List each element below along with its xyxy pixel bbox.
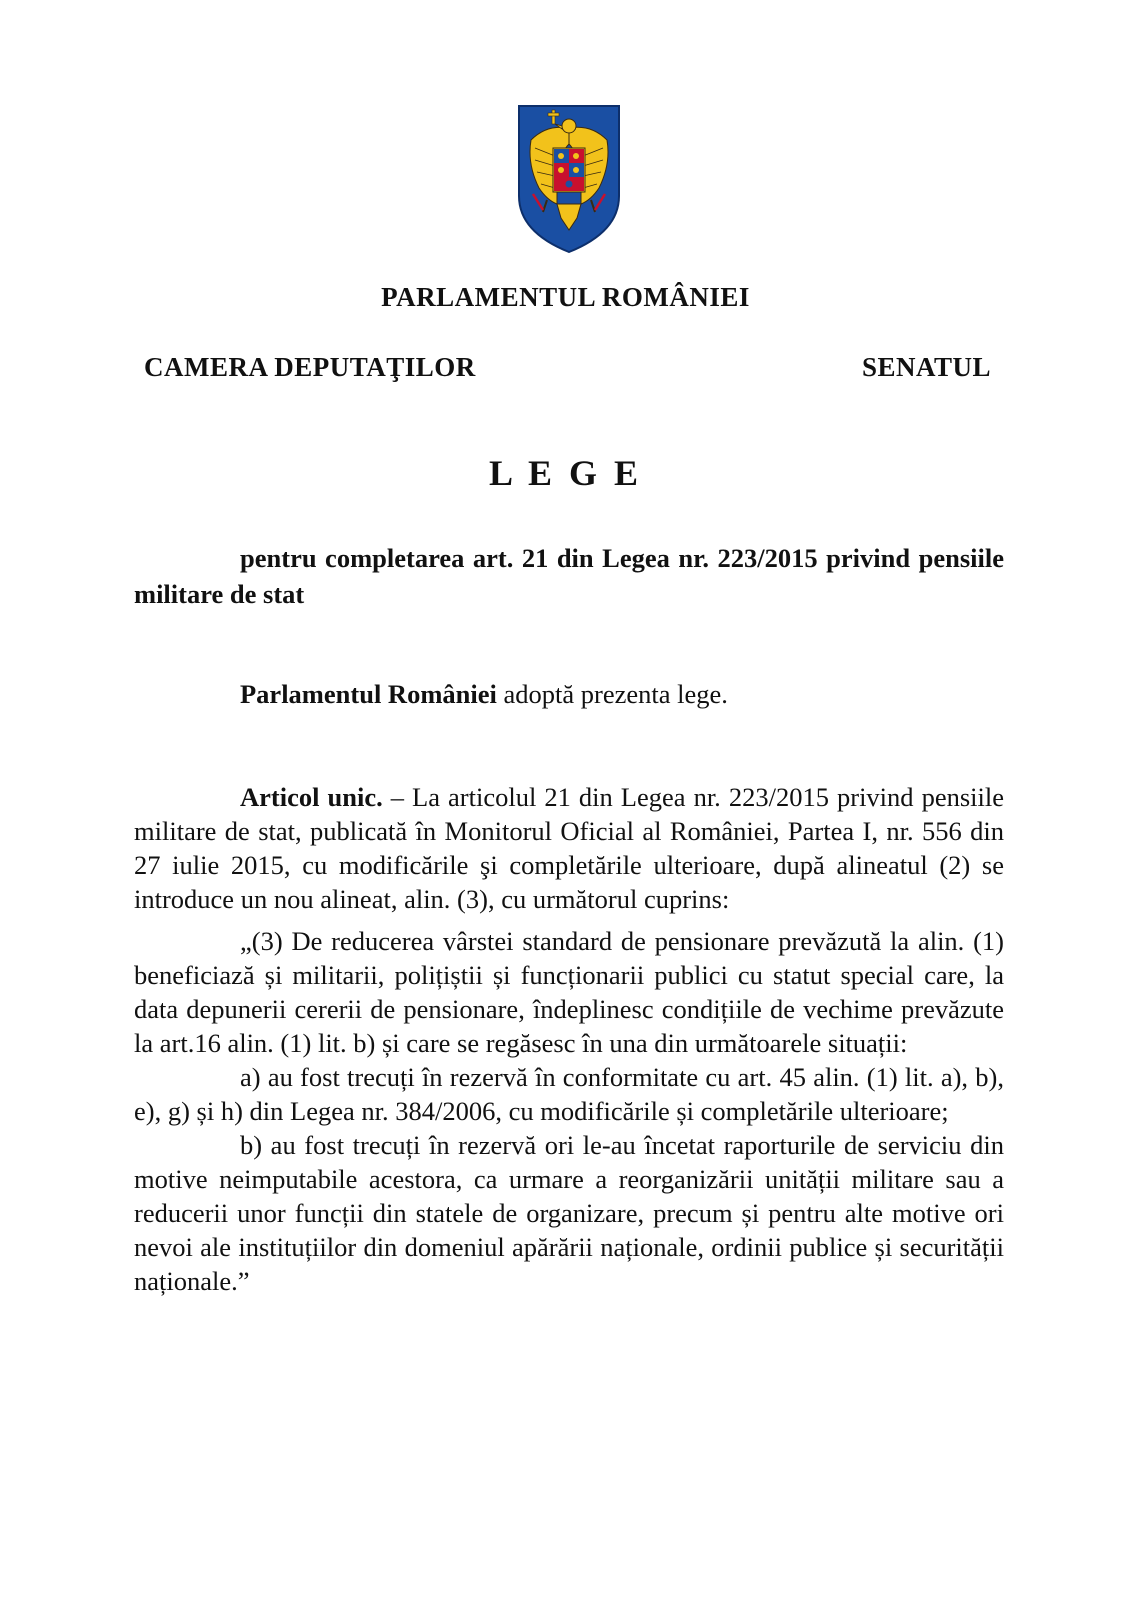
senate-heading: SENATUL xyxy=(861,352,991,382)
article-label: Articol unic. xyxy=(240,782,383,812)
law-title: pentru completarea art. 21 din Legea nr. 223/2015 privind pensiile militare de stat xyxy=(134,543,1004,609)
enacting-formula xyxy=(240,676,728,712)
list-item-b: b) au fost trecuți în rezervă ori le-au încetat raporturile de serviciu din motive neimputabile acestora, ca urmare a reorganizării unității militare sau a reducerii unor funcții din statele de organizare, precum și pentru alte motive ori nevoi ale instituțiilor din domeniul apărării naționale, ordinii publice și securității naționale.” xyxy=(134,1130,1004,1296)
parliament-heading: PARLAMENTUL ROMÂNIEI xyxy=(381,282,750,312)
chamber-of-deputies-heading: CAMERA DEPUTAŢILOR xyxy=(144,352,476,382)
list-item-a: a) au fost trecuți în rezervă în conformitate cu art. 45 alin. (1) lit. a), b), e), g) și h) din Legea nr. 384/2006, cu modificările și completările ulterioare; xyxy=(134,1062,1004,1126)
romania-coat-of-arms-icon xyxy=(517,104,621,254)
enacting-subject: Parlamentul României xyxy=(240,679,497,709)
article-intro-paragraph xyxy=(134,780,1004,916)
quoted-paragraph: „(3) De reducerea vârstei standard de pensionare prevăzută la alin. (1) beneficiază și militarii, polițiștii și funcționarii publici cu statut special care, la data depunerii cererii de pensionare, îndeplinesc condițiile de vechime prevăzute la art.16 alin. (1) lit. b) și care se regăsesc în una din următoarele situații: xyxy=(134,926,1004,1058)
enacting-text: adoptă prezenta lege. xyxy=(496,679,728,709)
article-body xyxy=(134,780,1004,1298)
document-type-heading: L E G E xyxy=(488,453,643,493)
article-intro-text: – La articolul 21 din Legea nr. 223/2015 privind pensiile militare de stat, publicată în Monitorul Oficial al României, Partea I, nr. 556 din 27 iulie 2015, cu modificările şi completările ulterioare, după alineatul (2) se introduce un nou alineat, alin. (3), cu următorul cuprins: xyxy=(134,782,1004,914)
